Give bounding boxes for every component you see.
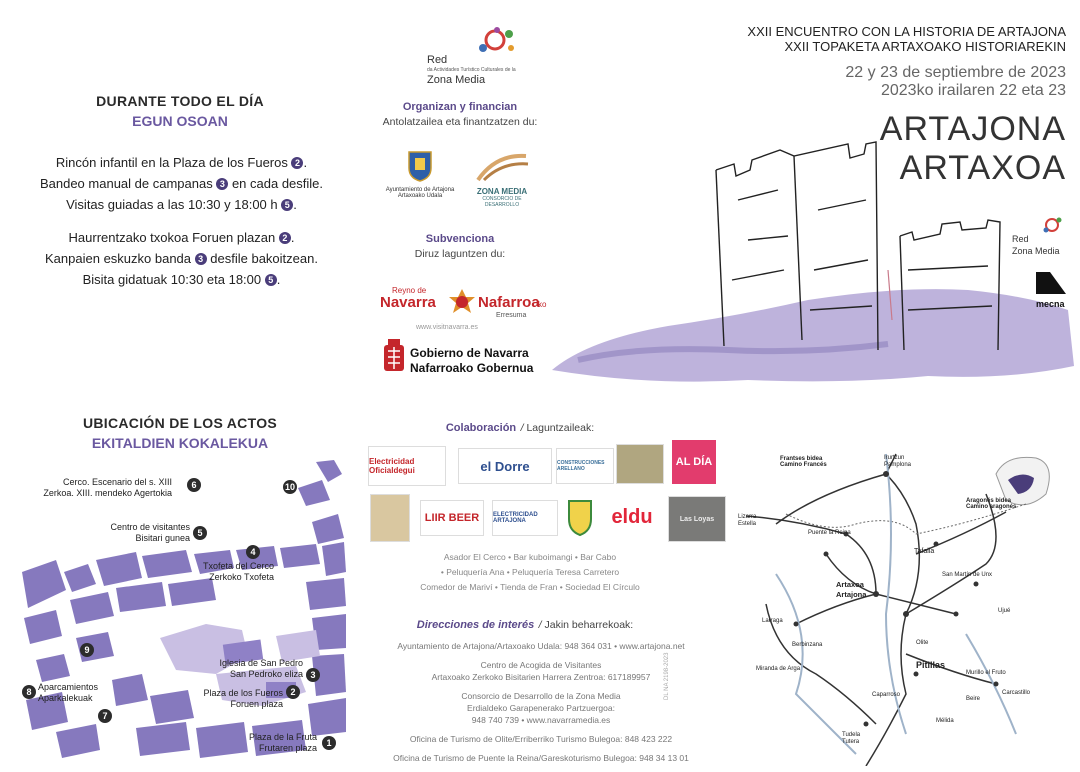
town-label: Lizarra [738, 514, 757, 520]
eldu-text: eldu [611, 505, 653, 528]
town-label-pitillas: Pitillas [916, 660, 946, 670]
map-label-cerco: Cerco. Escenario del s. XIII Zerkoa. XIII. mendeko Agertokia [43, 477, 172, 498]
visitnavarra-link[interactable]: www.visitnavarra.es [416, 324, 478, 331]
subvenciona-title: Subvenciona [425, 233, 495, 245]
map-town-tudela [842, 732, 860, 746]
direcciones-subtitle: Jakin beharrekoak: [544, 619, 634, 631]
schedule-line: Bandeo manual de campanas [39, 176, 213, 191]
town-label: Pamplona [884, 462, 912, 468]
event-date-eu: 2023ko irailaren 22 eta 23 [880, 82, 1066, 99]
town-label: Beire [966, 696, 981, 702]
arellano-logo [556, 448, 614, 484]
town-label: Puente la Reina [808, 530, 851, 536]
event-title: XXII ENCUENTRO CON LA HISTORIA DE ARTAJONA [747, 24, 1066, 39]
map-marker-3[interactable]: 3 [306, 668, 320, 682]
schedule-line: Kanpaien eskuzko banda [45, 251, 192, 266]
eldorre-text: el Dorre [480, 458, 530, 474]
sponsor-line: Asador El Cerco • Bar kuboimangi • Bar Cabo [443, 552, 617, 562]
map-marker-5[interactable]: 5 [193, 526, 207, 540]
address-line: Erdialdeko Garapenerako Partzuergoa: [467, 703, 615, 713]
organizan-title: Organizan y financian [402, 101, 518, 113]
address-line: 948 740 739 • www.navarramedia.es [471, 715, 611, 725]
aldia-text: AL DÍA [675, 456, 713, 468]
map-label-fueros: Plaza de los Fueros Foruen plaza [203, 688, 283, 709]
town-label: San Martín de Unx [942, 572, 993, 578]
town-label: Carcastillo [1002, 690, 1031, 696]
arellano-text: CONSTRUCCIONES ARELLANO [557, 460, 605, 472]
legal-deposit: DL NA 2198-2023 [664, 652, 670, 700]
map-label-parking: Aparcamientos Aparkalekuak [38, 682, 99, 703]
all-day-title: DURANTE TODO EL DÍA [96, 93, 264, 109]
town-label-artaxoa: Artaxoa [836, 580, 864, 589]
event-title-eu: XXII TOPAKETA ARTAXOAKO HISTORIAREKIN [784, 39, 1066, 54]
marker-5: 5 [265, 274, 277, 286]
address-line: Oficina de Turismo de Olite/Erriberriko Turismo Bulegoa: 848 423 222 [409, 734, 673, 744]
red-small-text: Red [1012, 234, 1029, 244]
red-logo-icon [475, 26, 521, 58]
organizan-block [360, 101, 560, 128]
zona-media-subtext: CONSORCIO DE DESARROLLO [482, 196, 522, 208]
oficialdegui-text: Electricidad Oficialdegui [369, 457, 415, 475]
schedule-line: en cada desfile. [231, 176, 324, 191]
ayto-text-eu: Artaxoako Udala [397, 193, 443, 199]
marker-3: 3 [195, 253, 207, 265]
map-marker-9[interactable]: 9 [80, 643, 94, 657]
direcciones-header: Direcciones de interés / Jakin beharrekoak: [416, 619, 634, 631]
town-name-eu: ARTAXOA [899, 149, 1066, 187]
mecna-icon [1036, 272, 1066, 294]
badge-sponsor-logo [562, 496, 598, 538]
shield-icon [407, 150, 433, 182]
map-label-visitors: Centro de visitantes Bisitari gunea [110, 522, 190, 543]
address-line: Oficina de Turismo de Puente la Reina/Gareskoturismo Bulegoa: 948 34 13 01 [393, 753, 689, 763]
eldu-logo [602, 502, 662, 532]
las-loyas-text: Las Loyas [679, 515, 715, 523]
town-label: Larraga [762, 618, 783, 624]
marker-2: 2 [291, 157, 303, 169]
schedule-line: desfile bakoitzean. [210, 251, 318, 266]
red-small-zona: Zona Media [1012, 246, 1060, 256]
map-label-fruta: Plaza de la Fruta Frutaren plaza [248, 732, 317, 753]
colab-subtitle: Laguntzaileak: [526, 422, 595, 434]
town-label: Caparroso [872, 692, 901, 698]
mecna-logo [1036, 272, 1068, 309]
heraldic-sponsor-logo [370, 494, 410, 542]
las-loyas-logo [668, 496, 726, 542]
colab-header: Colaboración / Laguntzaileak: [445, 422, 595, 434]
town-label: Olite [916, 640, 929, 646]
liir-beer-text: LIIR BEER [424, 512, 480, 524]
gobierno-text-eu: Nafarroako Gobernua [410, 361, 534, 375]
town-name: ARTAJONA [879, 110, 1066, 148]
red-logo-text: Red [427, 54, 448, 66]
map-marker-1[interactable]: 1 [322, 736, 336, 750]
addresses [368, 640, 714, 764]
oficialdegui-logo [368, 446, 446, 486]
red-logo-small-icon [1042, 216, 1064, 236]
badge-icon [565, 497, 595, 537]
town-label: Ujué [998, 608, 1011, 614]
ayto-logo [380, 150, 460, 199]
nafarroa-text: Nafarroa [478, 294, 540, 311]
electricidad-artajona-logo [492, 500, 558, 536]
mecna-text: mecna [1036, 299, 1065, 309]
sponsor-line: • Peluquería Ana • Peluquería Teresa Carretero [440, 567, 620, 577]
camino-aragones-label: Aragonés bidea Camino aragonés [966, 498, 1017, 510]
marker-3: 3 [216, 178, 228, 190]
red-logo-zona: Zona Media [427, 74, 486, 86]
schedule-line: Bisita gidatuak 10:30 eta 18:00 [82, 272, 262, 287]
town-label-artajona: Artajona [836, 590, 867, 599]
map-marker-6[interactable]: 6 [187, 478, 201, 492]
reyno-text: Reyno de [392, 286, 427, 295]
town-label: Tutera [842, 739, 860, 745]
gobierno-logo [382, 337, 562, 377]
map-marker-10[interactable]: 10 [284, 482, 295, 492]
marker-5: 5 [281, 199, 293, 211]
left-top-panel [20, 93, 340, 129]
sponsor-line: Comedor de Mariví • Tienda de Fran • Sociedad El Círculo [420, 582, 640, 592]
locations-title: UBICACIÓN DE LOS ACTOS [82, 415, 278, 431]
map-town-irurtzun [884, 455, 911, 469]
schedule-line: Visitas guiadas a las 10:30 y 18:00 h [66, 197, 278, 212]
zona-media-logo [466, 150, 538, 208]
castle-illustration [548, 140, 1078, 390]
liir-beer-logo [420, 500, 484, 536]
town-label: Miranda de Arga [756, 666, 801, 672]
ayto-text: Ayuntamiento de Artajona [385, 187, 455, 193]
map-label-txofeta: Txofeta del Cerco Zerkoko Txofeta [202, 561, 274, 582]
schedule-line: Rincón infantil en la Plaza de los Fueros [55, 155, 288, 170]
zona-media-icon [472, 150, 532, 182]
address-line: Ayuntamiento de Artajona/Artaxoako Udala: 948 364 031 • www.artajona.net [397, 641, 685, 651]
erresuma-text: Erresuma [496, 312, 527, 319]
all-day-subtitle: EGUN OSOAN [132, 113, 228, 129]
eldorre-logo [458, 448, 552, 484]
map-marker-8[interactable]: 8 [22, 685, 36, 699]
navarra-text: Navarra [380, 294, 436, 311]
town-label: Irurtzun [884, 455, 905, 461]
town-label: Tudela [842, 732, 861, 738]
subvenciona-subtitle: Diruz laguntzen du: [414, 248, 506, 260]
map-label-church: Iglesia de San Pedro San Pedroko eliza [219, 658, 303, 679]
sponsor-list [380, 550, 680, 595]
town-label: Estella [738, 521, 757, 527]
red-logo-subtext: da Actividades Turístico Culturales de la [427, 67, 516, 73]
aldia-logo [672, 440, 716, 484]
direcciones-title: Direcciones de interés [416, 619, 535, 631]
address-line: Centro de Acogida de Visitantes [480, 660, 602, 670]
town-label: Mélida [936, 718, 954, 724]
town-label: Murillo el Fruto [966, 670, 1006, 676]
address-line: Artaxoako Zerkoko Bisitarien Harrera Zentroa: 617189957 [431, 672, 651, 682]
town-map [16, 460, 346, 768]
schedule-es: Rincón infantil en la Plaza de los Fueros 2 . Bandeo manual de campanas 3 en cada desfile. Visitas guiadas a las 10:30 y 18:00 h 5 . [39, 155, 324, 212]
schedule-line: Haurrentzako txokoa Foruen plazan [68, 230, 276, 245]
organizan-subtitle: Antolatzailea eta finantzatzen du: [382, 116, 538, 128]
left-bottom-header [20, 415, 340, 451]
marker-2: 2 [279, 232, 291, 244]
schedule-eu: Haurrentzako txokoa Foruen plazan 2 . Kanpaien eskuzko banda 3 desfile bakoitzean. Bisita gidatuak 10:30 eta 18:00 5 . [45, 230, 318, 287]
event-date: 22 y 23 de septiembre de 2023 [845, 64, 1066, 81]
electricidad-artajona-text: ELECTRICIDAD ARTAJONA [493, 512, 538, 524]
map-marker-4[interactable]: 4 [246, 545, 260, 559]
nafarroa-suffix: ko [538, 300, 547, 309]
reyno-navarra-logo [380, 286, 560, 324]
gobierno-text: Gobierno de Navarra [410, 346, 529, 360]
address-line: Consorcio de Desarrollo de la Zona Media [461, 691, 621, 701]
camino-frances-label: Frantses bidea Camino Francés [780, 456, 827, 468]
star-icon [448, 288, 476, 316]
map-marker-7[interactable]: 7 [98, 709, 112, 723]
colab-title: Colaboración [445, 422, 517, 434]
regional-map [736, 434, 1072, 766]
zona-media-text: ZONA MEDIA [476, 187, 528, 196]
locations-subtitle: EKITALDIEN KOKALEKUA [91, 435, 269, 451]
subvenciona-block [360, 233, 560, 260]
town-label: Tafalla [914, 548, 935, 555]
photo-sponsor-logo [616, 444, 664, 484]
map-marker-2[interactable]: 2 [286, 685, 300, 699]
navarra-shield-icon [382, 337, 406, 375]
town-label: Berbinzana [792, 642, 823, 648]
